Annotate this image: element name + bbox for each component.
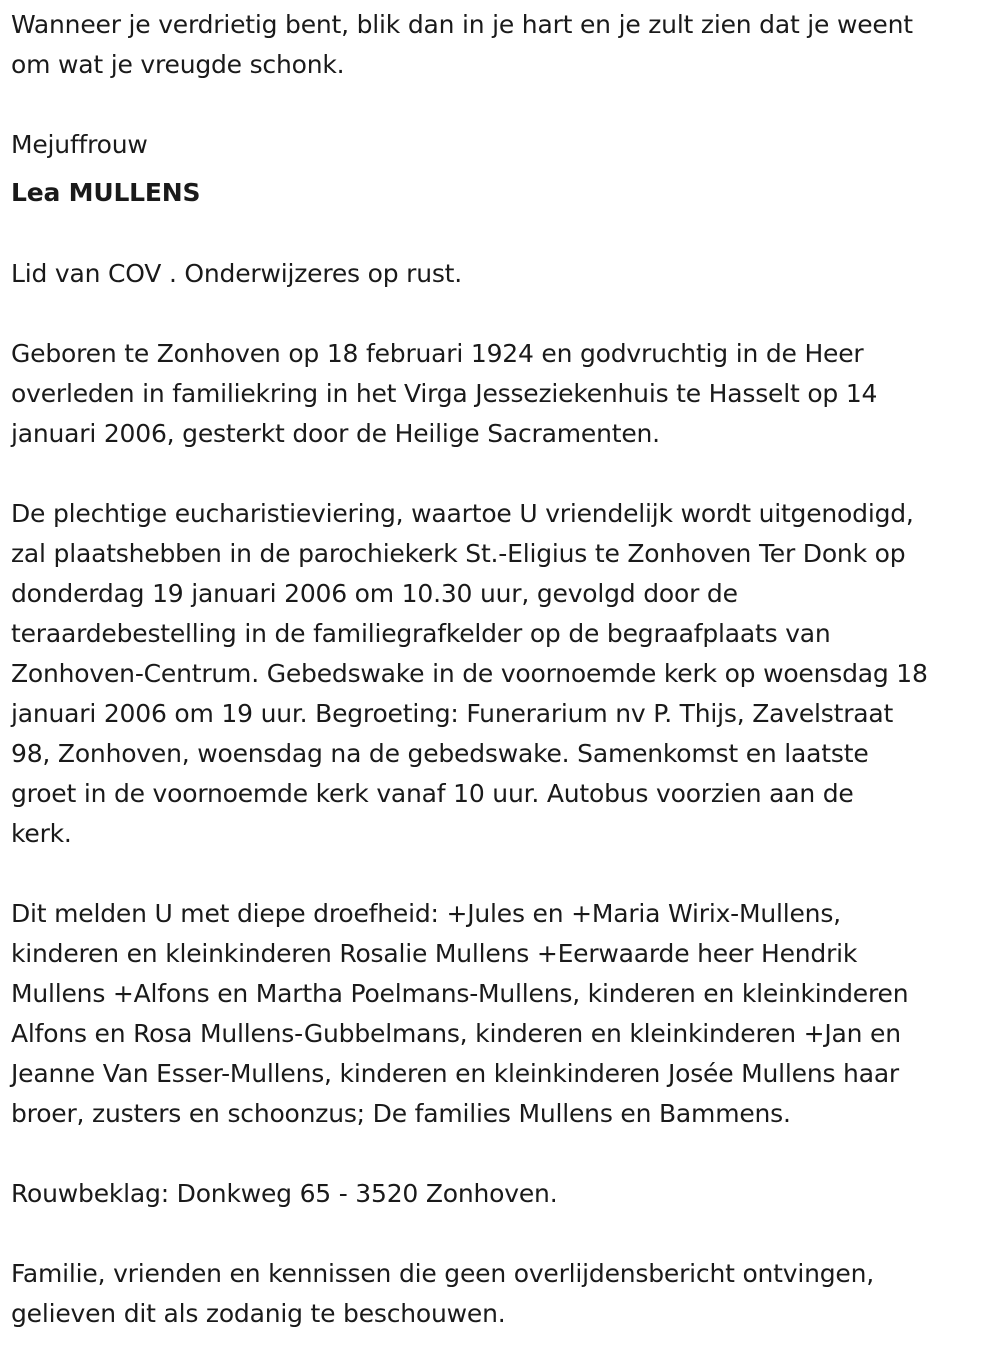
family-line: Dit melden U met diepe droefheid: +Jules en +Maria Wirix-Mullens, [11, 899, 841, 928]
condolence-address: Rouwbeklag: Donkweg 65 - 3520 Zonhoven. [11, 1179, 558, 1208]
family-paragraph [11, 894, 908, 1134]
closing-line: gelieven dit als zodanig te beschouwen. [11, 1299, 506, 1328]
ceremony-line: teraardebestelling in de familiegrafkelder op de begraafplaats van [11, 619, 831, 648]
family-line: Alfons en Rosa Mullens-Gubbelmans, kinderen en kleinkinderen +Jan en [11, 1019, 901, 1048]
family-line: Mullens +Alfons en Martha Poelmans-Mullens, kinderen en kleinkinderen [11, 979, 909, 1008]
salutation: Mejuffrouw [11, 130, 148, 159]
ceremony-line: De plechtige eucharistieviering, waartoe U vriendelijk wordt uitgenodigd, [11, 499, 914, 528]
occupation: Lid van COV . Onderwijzeres op rust. [11, 259, 463, 288]
closing-paragraph [11, 1254, 874, 1334]
birth-death-paragraph [11, 334, 877, 454]
ceremony-line: zal plaatshebben in de parochiekerk St.-Eligius te Zonhoven Ter Donk op [11, 539, 906, 568]
birth-death-line: januari 2006, gesterkt door de Heilige Sacramenten. [11, 419, 660, 448]
quote-line: om wat je vreugde schonk. [11, 50, 345, 79]
ceremony-line: januari 2006 om 19 uur. Begroeting: Funerarium nv P. Thijs, Zavelstraat [11, 699, 894, 728]
closing-line: Familie, vrienden en kennissen die geen overlijdensbericht ontvingen, [11, 1259, 875, 1288]
family-line: broer, zusters en schoonzus; De families Mullens en Bammens. [11, 1099, 791, 1128]
quote-line: Wanneer je verdrietig bent, blik dan in je hart en je zult zien dat je weent [11, 10, 913, 39]
quote-block [11, 5, 913, 85]
family-line: Jeanne Van Esser-Mullens, kinderen en kleinkinderen Josée Mullens haar [11, 1059, 900, 1088]
birth-death-line: Geboren te Zonhoven op 18 februari 1924 en godvruchtig in de Heer [11, 339, 864, 368]
birth-death-line: overleden in familiekring in het Virga Jesseziekenhuis te Hasselt op 14 [11, 379, 878, 408]
ceremony-line: groet in de voornoemde kerk vanaf 10 uur. Autobus voorzien aan de [11, 779, 854, 808]
deceased-name: Lea MULLENS [11, 178, 201, 207]
ceremony-paragraph [11, 494, 928, 854]
ceremony-line: Zonhoven-Centrum. Gebedswake in de voornoemde kerk op woensdag 18 [11, 659, 928, 688]
ceremony-line: kerk. [11, 819, 72, 848]
ceremony-line: 98, Zonhoven, woensdag na de gebedswake. Samenkomst en laatste [11, 739, 869, 768]
ceremony-line: donderdag 19 januari 2006 om 10.30 uur, gevolgd door de [11, 579, 738, 608]
family-line: kinderen en kleinkinderen Rosalie Mullens +Eerwaarde heer Hendrik [11, 939, 858, 968]
